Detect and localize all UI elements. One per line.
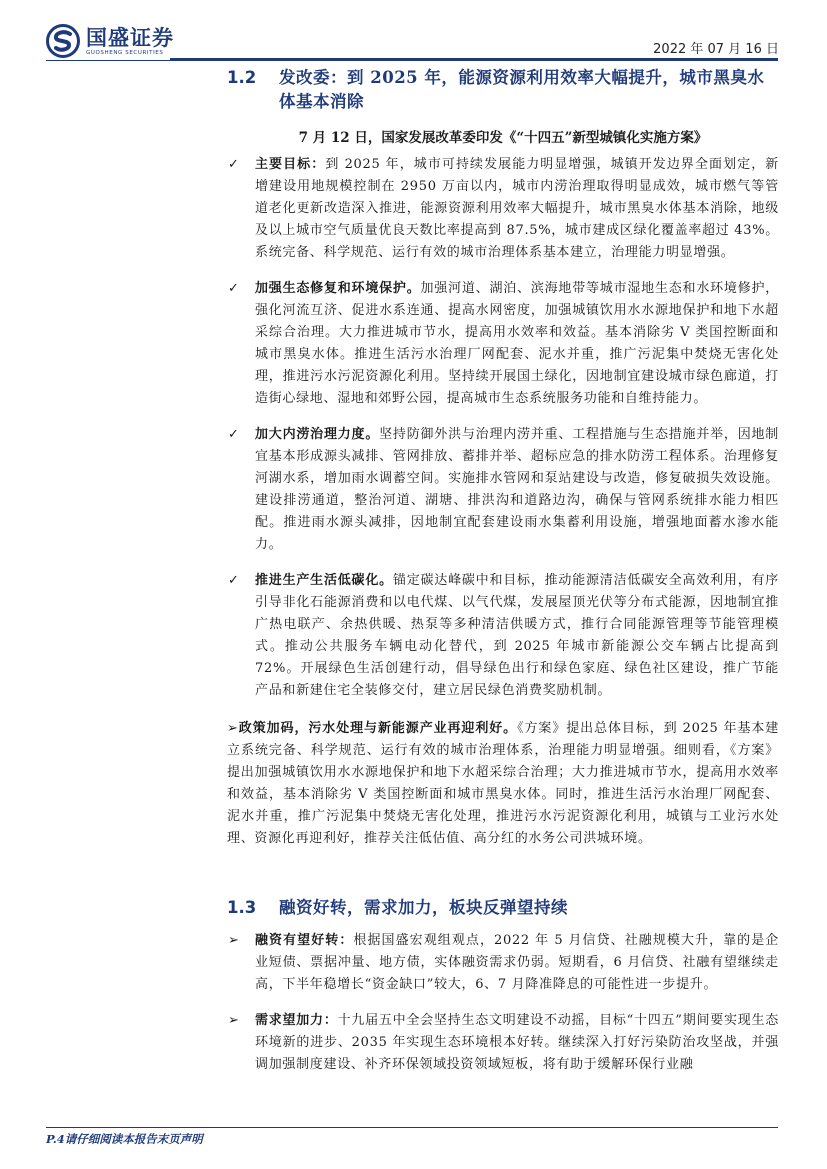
section-title: 发改委：到 2025 年，能源资源利用效率大幅提升，城市黑臭水体基本消除	[279, 68, 765, 111]
brand-subtitle: GUOSHENG SECURITIES	[86, 49, 164, 56]
bullet-list	[227, 930, 779, 1076]
list-item	[228, 1010, 779, 1076]
footer-divider	[46, 1127, 778, 1128]
check-icon: ✓	[228, 427, 239, 442]
summary-lead: 政策加码，污水处理与新能源产业再迎利好。	[238, 721, 518, 736]
report-content	[227, 66, 779, 1076]
bullet-text: 到 2025 年，城市可持续发展能力明显增强，城镇开发边界全面划定，新增建设用地规模控制在 2950 万亩以内，城市内涝治理取得明显成效，城市燃气等管道老化更新改造深入推进，能源资源利用效率大幅提升，城市黑臭水体基本消除，地级及以上城市空气质量优良天数比率提高到 87.5%，城市建成区绿化覆盖率超过 43%。系统完备、科学规范、运行有效的城市治理体系基本建立，治理能力明显增强。	[255, 157, 779, 260]
bullet-list	[227, 154, 779, 702]
section-number: 1.3	[227, 898, 257, 917]
arrow-icon: ➢	[228, 1013, 239, 1028]
bullet-lead: 推进生产生活低碳化。	[255, 573, 393, 588]
list-item	[228, 154, 779, 264]
check-icon: ✓	[228, 157, 239, 172]
bullet-lead: 加强生态修复和环境保护。	[255, 281, 421, 296]
bullet-text: 加强河道、湖泊、滨海地带等城市湿地生态和水环境修护，强化河流互济、促进水系连通、提高水网密度，加强城镇饮用水水源地保护和地下水超采综合治理。大力推进城市节水，提高用水效率和效益。基本消除劣 V 类国控断面和城市黑臭水体。推进生活污水治理厂网配套、泥水并重，推广污泥集中焚烧无害化处理，推进污水污泥资源化利用。坚持续开展国土绿化，因地制宜建设城市绿色廊道，打造街心绿地、湿地和郊野公园，提高城市生态系统服务功能和自维持能力。	[255, 281, 779, 406]
bullet-text: 根据国盛宏观组观点，2022 年 5 月信贷、社融规模大升，靠的是企业短债、票据冲量、地方债，实体融资需求仍弱。短期看，6 月信贷、社融有望继续走高，下半年稳增长“资金缺口”较大，6、7 月降准降息的可能性进一步提升。	[255, 933, 779, 992]
section-number: 1.2	[227, 68, 257, 87]
bullet-lead: 需求望加力：	[255, 1013, 338, 1028]
check-icon: ✓	[228, 281, 239, 296]
guosheng-logo-icon	[46, 24, 80, 58]
arrow-icon: ➢	[228, 933, 239, 948]
brand-name: 国盛证券	[86, 25, 174, 50]
bullet-text: 十九届五中全会坚持生态文明建设不动摇，目标“十四五”期间要实现生态环境新的进步、2035 年实现生态环境根本好转。继续深入打好污染防治攻坚战，并强调加强制度建设、补齐环保领域投资领域短板，将有助于缓解环保行业融	[255, 1013, 779, 1072]
section-title: 融资好转，需求加力，板块反弹望持续	[279, 898, 568, 917]
header-divider-thick	[170, 58, 778, 61]
bullet-lead: 融资有望好转：	[255, 933, 354, 948]
bullet-text: 锚定碳达峰碳中和目标，推动能源清洁低碳安全高效利用，有序引导非化石能源消费和以电代煤、以气代煤，发展屋顶光伏等分布式能源，因地制宜推广热电联产、余热供暖、热泵等多种清洁供暖方式，推行合同能源管理等节能管理模式。推动公共服务车辆电动化替代，到 2025 年城市新能源公交车辆占比提高到 72%。开展绿色生活创建行动，倡导绿色出行和绿色家庭、绿色社区建设，推广节能产品和新建住宅全装修交付，建立居民绿色消费奖励机制。	[255, 573, 779, 698]
arrow-icon: ➢	[227, 721, 239, 736]
page-header	[0, 0, 827, 64]
bullet-lead: 主要目标：	[255, 157, 326, 172]
section-heading-1-3	[227, 896, 779, 920]
brand-logo	[46, 24, 174, 58]
list-item	[228, 570, 779, 702]
report-date: 2022 年 07 月 16 日	[653, 42, 779, 57]
list-item	[228, 424, 779, 556]
summary-text: 《方案》提出总体目标，到 2025 年基本建立系统完备、科学规范、运行有效的城市治理体系，治理能力明显增强。细则看，《方案》提出加强城镇饮用水水源地保护和地下水超采综合治理；大力推进城市节水，提高用水效率和效益，基本消除劣 V 类国控断面和城市黑臭水体。同时，推进生活污水治理厂网配套、泥水并重，推广污泥集中焚烧无害化处理，推进污水污泥资源化利用，城镇与工业污水处理、资源化再迎利好，推荐关注低估值、高分红的水务公司洪城环境。	[227, 721, 779, 846]
list-item	[228, 278, 779, 410]
page-footer: P.4请仔细阅读本报告末页声明	[46, 1132, 203, 1146]
bullet-text: 坚持防御外洪与治理内涝并重、工程措施与生态措施并举，因地制宜基本形成源头减排、管网排放、蓄排并举、超标应急的排水防涝工程体系。治理修复河湖水系，增加雨水调蓄空间。实施排水管网和泵站建设与改造，修复破损失效设施。建设排涝通道，整治河道、湖塘、排洪沟和道路边沟，确保与管网系统排水能力相匹配。推进雨水源头减排，因地制宜配套建设雨水集蓄利用设施，增强地面蓄水渗水能力。	[255, 427, 779, 552]
section-heading-1-2	[0, 66, 779, 114]
summary-paragraph	[227, 718, 779, 850]
list-item	[228, 930, 779, 996]
bullet-lead: 加大内涝治理力度。	[255, 427, 380, 442]
section-subtitle: 7 月 12 日，国家发展改革委印发《“十四五”新型城镇化实施方案》	[298, 130, 708, 146]
check-icon: ✓	[228, 573, 239, 588]
